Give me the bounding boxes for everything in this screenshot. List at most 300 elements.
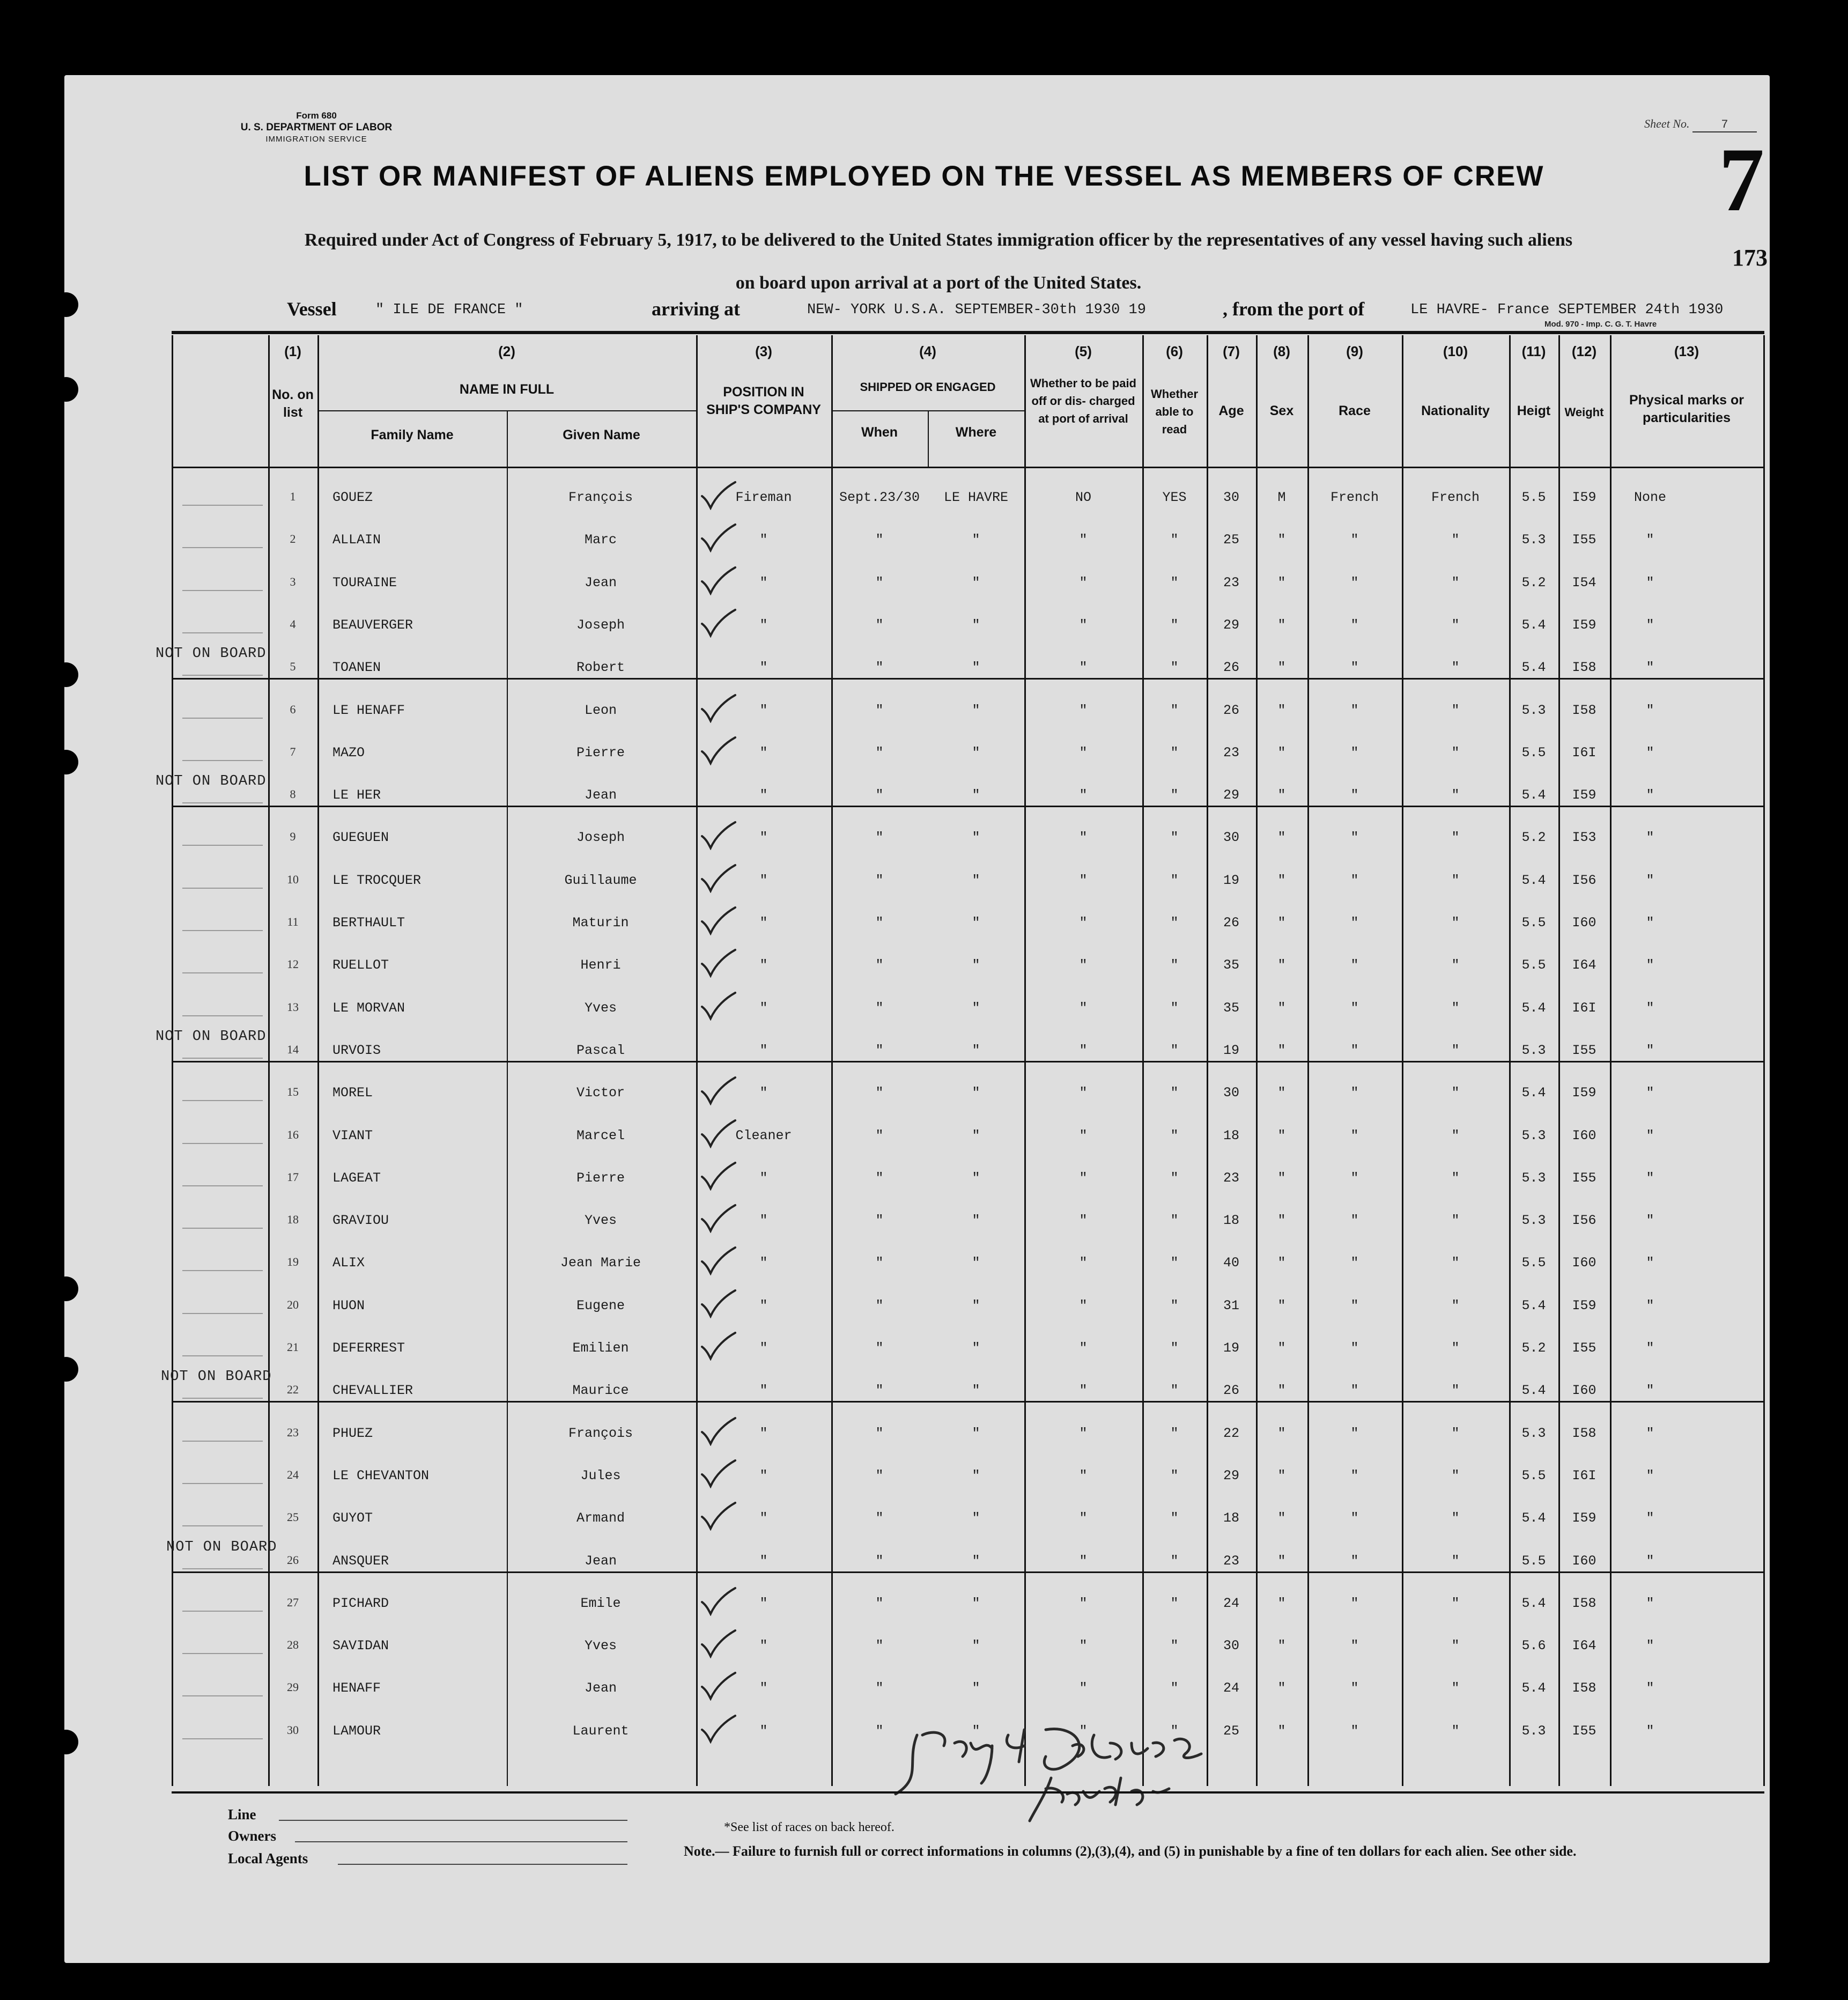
row-position: " — [759, 1340, 768, 1356]
check-mark-icon — [700, 1118, 737, 1148]
subtitle-line-1: Required under Act of Congress of February 5, 1917, to be delivered to the United States immigration officer by the representatives of any vessel having such aliens — [304, 230, 1573, 250]
vessel-name: " ILE DE FRANCE " — [375, 302, 523, 318]
row-read: " — [1170, 702, 1179, 718]
row-where: " — [972, 660, 980, 676]
owners-label: Owners — [228, 1828, 276, 1844]
row-where: " — [972, 787, 980, 803]
row-marks: " — [1646, 1340, 1654, 1356]
not-on-board-stamp: NOT ON BOARD — [161, 1369, 272, 1385]
check-mark-icon — [700, 1416, 737, 1446]
margin-guide-line — [182, 802, 263, 803]
vessel-label: Vessel — [287, 298, 337, 320]
row-paid: NO — [1075, 490, 1091, 505]
row-nat: " — [1451, 915, 1460, 931]
row-race: " — [1350, 1383, 1359, 1399]
row-height: 5.6 — [1521, 1638, 1546, 1654]
row-position: " — [759, 702, 768, 718]
check-mark-icon — [700, 693, 737, 723]
row-weight: I60 — [1572, 1255, 1596, 1271]
row-height: 5.4 — [1521, 1680, 1546, 1696]
row-marks: " — [1646, 1213, 1654, 1229]
row-age: 18 — [1223, 1213, 1239, 1229]
row-nat: " — [1451, 1680, 1460, 1696]
margin-guide-line — [182, 1058, 263, 1059]
row-weight: I60 — [1572, 1127, 1596, 1143]
row-marks: " — [1646, 1467, 1654, 1484]
margin-guide-line — [182, 1015, 263, 1016]
row-height: 5.3 — [1521, 1170, 1546, 1186]
row-age: 25 — [1223, 1723, 1239, 1739]
row-family: GUEGUEN — [332, 830, 389, 846]
row-race: " — [1350, 1127, 1359, 1143]
row-paid: " — [1079, 1595, 1088, 1611]
row-marks: " — [1646, 1638, 1654, 1654]
row-position: " — [759, 1467, 768, 1484]
races-note: *See list of races on back hereof. — [724, 1820, 895, 1834]
row-given: Pierre — [576, 744, 625, 761]
row-position: " — [759, 1000, 768, 1016]
row-height: 5.3 — [1521, 1042, 1546, 1058]
row-weight: I55 — [1572, 532, 1596, 548]
row-read: " — [1170, 1595, 1179, 1611]
row-family: MOREL — [332, 1085, 373, 1101]
row-position: " — [759, 1085, 768, 1101]
row-given: Leon — [584, 702, 617, 718]
row-given: Joseph — [576, 830, 625, 846]
row-given: Marc — [584, 532, 617, 548]
row-height: 5.5 — [1521, 957, 1546, 973]
col-shipped-title: SHIPPED OR ENGAGED — [860, 380, 996, 394]
row-marks: " — [1646, 532, 1654, 548]
row-paid: " — [1079, 1127, 1088, 1143]
row-position: " — [759, 1723, 768, 1739]
row-nat: " — [1451, 574, 1460, 591]
row-no: 10 — [287, 872, 299, 886]
row-race: " — [1350, 787, 1359, 803]
row-age: 25 — [1223, 532, 1239, 548]
not-on-board-stamp: NOT ON BOARD — [156, 1028, 267, 1045]
check-mark-icon — [700, 1671, 737, 1701]
row-nat: " — [1451, 744, 1460, 761]
row-no: 13 — [287, 1000, 299, 1014]
strike-through-line — [172, 806, 1764, 807]
row-race: " — [1350, 1510, 1359, 1526]
row-family: LAMOUR — [332, 1723, 381, 1739]
row-marks: " — [1646, 787, 1654, 803]
row-nat: " — [1451, 702, 1460, 718]
row-position: " — [759, 744, 768, 761]
row-family: HENAFF — [332, 1680, 381, 1696]
row-given: Maturin — [572, 915, 629, 931]
row-height: 5.4 — [1521, 787, 1546, 803]
row-sex: " — [1277, 660, 1286, 676]
row-sex: " — [1277, 1085, 1286, 1101]
check-mark-icon — [700, 1288, 737, 1318]
check-mark-icon — [700, 565, 737, 595]
punch-hole — [54, 662, 78, 687]
row-sex: " — [1277, 1042, 1286, 1058]
agents-field — [338, 1864, 627, 1865]
row-marks: " — [1646, 1000, 1654, 1016]
row-no: 26 — [287, 1553, 299, 1567]
row-age: 19 — [1223, 1042, 1239, 1058]
row-given: Yves — [584, 1000, 617, 1016]
row-sex: " — [1277, 830, 1286, 846]
margin-guide-line — [182, 1228, 263, 1229]
check-mark-icon — [700, 905, 737, 935]
row-height: 5.3 — [1521, 1425, 1546, 1441]
row-where: " — [972, 1553, 980, 1569]
row-given: Emilien — [572, 1340, 629, 1356]
row-family: GRAVIOU — [332, 1213, 389, 1229]
row-height: 5.3 — [1521, 702, 1546, 718]
row-position: " — [759, 1595, 768, 1611]
row-given: Maurice — [572, 1383, 629, 1399]
row-family: DEFERREST — [332, 1340, 405, 1356]
c13-number: (13) — [1674, 343, 1699, 359]
row-where: " — [972, 574, 980, 591]
row-marks: " — [1646, 1255, 1654, 1271]
col-family-title: Family Name — [371, 427, 454, 442]
row-read: " — [1170, 1255, 1179, 1271]
row-race: " — [1350, 660, 1359, 676]
row-race: " — [1350, 1638, 1359, 1654]
row-sex: " — [1277, 1000, 1286, 1016]
row-age: 35 — [1223, 957, 1239, 973]
row-family: URVOIS — [332, 1042, 381, 1058]
margin-guide-line — [182, 1143, 263, 1144]
row-family: LE HER — [332, 787, 381, 803]
row-no: 1 — [290, 490, 296, 503]
signature-drawing — [885, 1714, 1250, 1832]
row-no: 17 — [287, 1170, 299, 1184]
row-position: " — [759, 1680, 768, 1696]
row-weight: I64 — [1572, 1638, 1596, 1654]
row-paid: " — [1079, 1042, 1088, 1058]
row-sex: " — [1277, 744, 1286, 761]
row-weight: I59 — [1572, 1085, 1596, 1101]
row-family: TOURAINE — [332, 574, 397, 591]
row-weight: I58 — [1572, 660, 1596, 676]
row-weight: I55 — [1572, 1170, 1596, 1186]
row-age: 23 — [1223, 574, 1239, 591]
row-sex: " — [1277, 1723, 1286, 1739]
row-position: " — [759, 1383, 768, 1399]
row-race: " — [1350, 1255, 1359, 1271]
row-family: MAZO — [332, 744, 365, 761]
row-height: 5.4 — [1521, 1595, 1546, 1611]
margin-guide-line — [182, 547, 263, 548]
row-marks: " — [1646, 1297, 1654, 1313]
row-age: 40 — [1223, 1255, 1239, 1271]
row-when: " — [875, 915, 884, 931]
row-weight: I60 — [1572, 1383, 1596, 1399]
row-no: 3 — [290, 574, 296, 588]
row-read: " — [1170, 872, 1179, 888]
row-age: 23 — [1223, 1553, 1239, 1569]
agents-label: Local Agents — [228, 1850, 308, 1866]
row-where: " — [972, 617, 980, 633]
row-height: 5.5 — [1521, 744, 1546, 761]
strike-through-line — [172, 678, 1764, 680]
row-height: 5.3 — [1521, 1213, 1546, 1229]
row-when: " — [875, 660, 884, 676]
row-family: SAVIDAN — [332, 1638, 389, 1654]
row-sex: " — [1277, 1127, 1286, 1143]
row-family: HUON — [332, 1297, 365, 1313]
c8-number: (8) — [1273, 343, 1290, 359]
row-family: ANSQUER — [332, 1553, 389, 1569]
row-when: " — [875, 1170, 884, 1186]
row-no: 28 — [287, 1638, 299, 1652]
row-no: 9 — [290, 830, 296, 844]
row-height: 5.2 — [1521, 830, 1546, 846]
row-position: " — [759, 532, 768, 548]
punch-hole — [54, 292, 78, 317]
row-marks: " — [1646, 830, 1654, 846]
row-nat: " — [1451, 1638, 1460, 1654]
margin-guide-line — [182, 718, 263, 719]
sheet-label: Sheet No. — [1644, 117, 1690, 130]
row-weight: I58 — [1572, 1595, 1596, 1611]
penalty-note: Note.— Failure to furnish full or correct informations in columns (2),(3),(4), and (5) in punishable by a fine of ten dollars for each alien. See other side. — [684, 1843, 1577, 1859]
row-race: " — [1350, 1085, 1359, 1101]
row-where: " — [972, 532, 980, 548]
row-when: " — [875, 702, 884, 718]
row-family: LE HENAFF — [332, 702, 405, 718]
check-mark-icon — [700, 1161, 737, 1191]
margin-guide-line — [182, 1653, 263, 1654]
col-weight-title: Weight — [1564, 405, 1604, 419]
row-nat: " — [1451, 1170, 1460, 1186]
row-no: 22 — [287, 1383, 299, 1397]
row-sex: " — [1277, 702, 1286, 718]
row-no: 4 — [290, 617, 296, 631]
row-height: 5.5 — [1521, 1255, 1546, 1271]
row-age: 35 — [1223, 1000, 1239, 1016]
row-race: " — [1350, 1467, 1359, 1484]
check-mark-icon — [700, 1714, 737, 1744]
row-age: 24 — [1223, 1595, 1239, 1611]
row-paid: " — [1079, 660, 1088, 676]
row-race: " — [1350, 1595, 1359, 1611]
row-paid: " — [1079, 1680, 1088, 1696]
row-given: Eugene — [576, 1297, 625, 1313]
row-given: Joseph — [576, 617, 625, 633]
row-sex: " — [1277, 1383, 1286, 1399]
margin-guide-line — [182, 505, 263, 506]
row-height: 5.4 — [1521, 1510, 1546, 1526]
margin-guide-line — [182, 760, 263, 761]
row-no: 19 — [287, 1255, 299, 1269]
row-nat: " — [1451, 617, 1460, 633]
check-mark-icon — [700, 735, 737, 765]
row-paid: " — [1079, 915, 1088, 931]
row-weight: I56 — [1572, 872, 1596, 888]
row-given: Marcel — [576, 1127, 625, 1143]
row-height: 5.5 — [1521, 1553, 1546, 1569]
row-sex: " — [1277, 532, 1286, 548]
row-when: " — [875, 1255, 884, 1271]
margin-guide-line — [182, 1738, 263, 1739]
row-where: " — [972, 702, 980, 718]
row-position: " — [759, 617, 768, 633]
row-position: " — [759, 1425, 768, 1441]
row-paid: " — [1079, 1383, 1088, 1399]
row-read: " — [1170, 1383, 1179, 1399]
row-no: 12 — [287, 957, 299, 971]
row-nat: " — [1451, 1000, 1460, 1016]
row-age: 19 — [1223, 872, 1239, 888]
row-marks: " — [1646, 1042, 1654, 1058]
check-mark-icon — [700, 1203, 737, 1233]
row-paid: " — [1079, 702, 1088, 718]
row-paid: " — [1079, 1297, 1088, 1313]
port-label: , from the port of — [1223, 298, 1365, 320]
row-no: 11 — [287, 915, 299, 928]
row-family: BEAUVERGER — [332, 617, 413, 633]
row-when: " — [875, 1425, 884, 1441]
not-on-board-stamp: NOT ON BOARD — [166, 1539, 277, 1555]
row-age: 26 — [1223, 702, 1239, 718]
row-race: " — [1350, 1553, 1359, 1569]
row-given: Jean — [584, 787, 617, 803]
row-read: " — [1170, 1213, 1179, 1229]
row-age: 26 — [1223, 1383, 1239, 1399]
row-weight: I6I — [1572, 1000, 1596, 1016]
row-weight: I6I — [1572, 744, 1596, 761]
row-sex: " — [1277, 1638, 1286, 1654]
not-on-board-stamp: NOT ON BOARD — [156, 646, 267, 662]
row-family: ALLAIN — [332, 532, 381, 548]
row-read: " — [1170, 787, 1179, 803]
footer-rule — [172, 1791, 1764, 1794]
row-family: TOANEN — [332, 660, 381, 676]
row-no: 2 — [290, 532, 296, 546]
row-position: " — [759, 1255, 768, 1271]
row-where: " — [972, 1340, 980, 1356]
row-weight: I58 — [1572, 1425, 1596, 1441]
row-read: " — [1170, 660, 1179, 676]
row-where: " — [972, 1723, 980, 1739]
departure-info: LE HAVRE- France SEPTEMBER 24th 1930 — [1410, 302, 1724, 318]
row-position: " — [759, 1297, 768, 1313]
row-weight: I58 — [1572, 1680, 1596, 1696]
row-position: " — [759, 787, 768, 803]
row-height: 5.2 — [1521, 1340, 1546, 1356]
row-paid: " — [1079, 532, 1088, 548]
margin-guide-line — [182, 1441, 263, 1442]
row-height: 5.4 — [1521, 1383, 1546, 1399]
col-position-title: POSITION IN SHIP'S COMPANY — [706, 385, 821, 417]
check-mark-icon — [700, 1501, 737, 1531]
row-given: Jules — [580, 1467, 621, 1484]
row-height: 5.3 — [1521, 532, 1546, 548]
row-paid: " — [1079, 1425, 1088, 1441]
c6-number: (6) — [1166, 343, 1183, 359]
row-sex: " — [1277, 1340, 1286, 1356]
form-header — [204, 110, 429, 145]
row-no: 5 — [290, 660, 296, 674]
row-when: " — [875, 574, 884, 591]
row-sex: " — [1277, 1170, 1286, 1186]
check-mark-icon — [700, 522, 737, 552]
margin-guide-line — [182, 1355, 263, 1356]
row-nat: " — [1451, 787, 1460, 803]
row-when: " — [875, 617, 884, 633]
row-sex: " — [1277, 574, 1286, 591]
row-no: 29 — [287, 1680, 299, 1694]
row-sex: " — [1277, 1425, 1286, 1441]
row-read: " — [1170, 1042, 1179, 1058]
row-when: " — [875, 1723, 884, 1739]
row-when: " — [875, 1553, 884, 1569]
col-race-title: Race — [1339, 403, 1371, 418]
col-age-title: Age — [1218, 403, 1244, 418]
row-race: " — [1350, 1723, 1359, 1739]
row-nat: " — [1451, 1213, 1460, 1229]
row-marks: " — [1646, 744, 1654, 761]
row-given: François — [568, 490, 633, 505]
row-paid: " — [1079, 744, 1088, 761]
row-given: François — [568, 1425, 633, 1441]
row-age: 29 — [1223, 1467, 1239, 1484]
row-when: " — [875, 1383, 884, 1399]
margin-guide-line — [182, 972, 263, 973]
check-mark-icon — [700, 1458, 737, 1488]
row-no: 21 — [287, 1340, 299, 1354]
row-paid: " — [1079, 1510, 1088, 1526]
row-paid: " — [1079, 957, 1088, 973]
row-paid: " — [1079, 617, 1088, 633]
row-position: " — [759, 1553, 768, 1569]
row-position: " — [759, 574, 768, 591]
row-age: 18 — [1223, 1127, 1239, 1143]
margin-guide-line — [182, 632, 263, 633]
c11-number: (11) — [1521, 343, 1546, 359]
page-subtitle — [161, 219, 1716, 305]
row-family: GOUEZ — [332, 490, 373, 505]
row-read: " — [1170, 1723, 1179, 1739]
margin-guide-line — [182, 930, 263, 931]
row-given: Pierre — [576, 1170, 625, 1186]
row-read: " — [1170, 1510, 1179, 1526]
check-mark-icon — [700, 863, 737, 893]
line-field — [279, 1820, 627, 1821]
sheet-value: 7 — [1692, 118, 1757, 132]
row-no: 27 — [287, 1595, 299, 1609]
row-paid: " — [1079, 830, 1088, 846]
row-race: " — [1350, 1213, 1359, 1229]
row-where: " — [972, 1000, 980, 1016]
row-where: LE HAVRE — [943, 490, 1009, 505]
row-nat: " — [1451, 1425, 1460, 1441]
owners-field — [295, 1841, 627, 1842]
row-sex: M — [1277, 490, 1286, 505]
row-sex: " — [1277, 872, 1286, 888]
check-mark-icon — [700, 1628, 737, 1658]
row-paid: " — [1079, 787, 1088, 803]
row-given: Jean — [584, 1553, 617, 1569]
row-where: " — [972, 1127, 980, 1143]
row-position: Fireman — [735, 490, 792, 505]
margin-guide-line — [182, 1695, 263, 1696]
row-given: Robert — [576, 660, 625, 676]
margin-guide-line — [182, 1185, 263, 1186]
row-when: " — [875, 1638, 884, 1654]
row-race: " — [1350, 872, 1359, 888]
row-age: 31 — [1223, 1297, 1239, 1313]
